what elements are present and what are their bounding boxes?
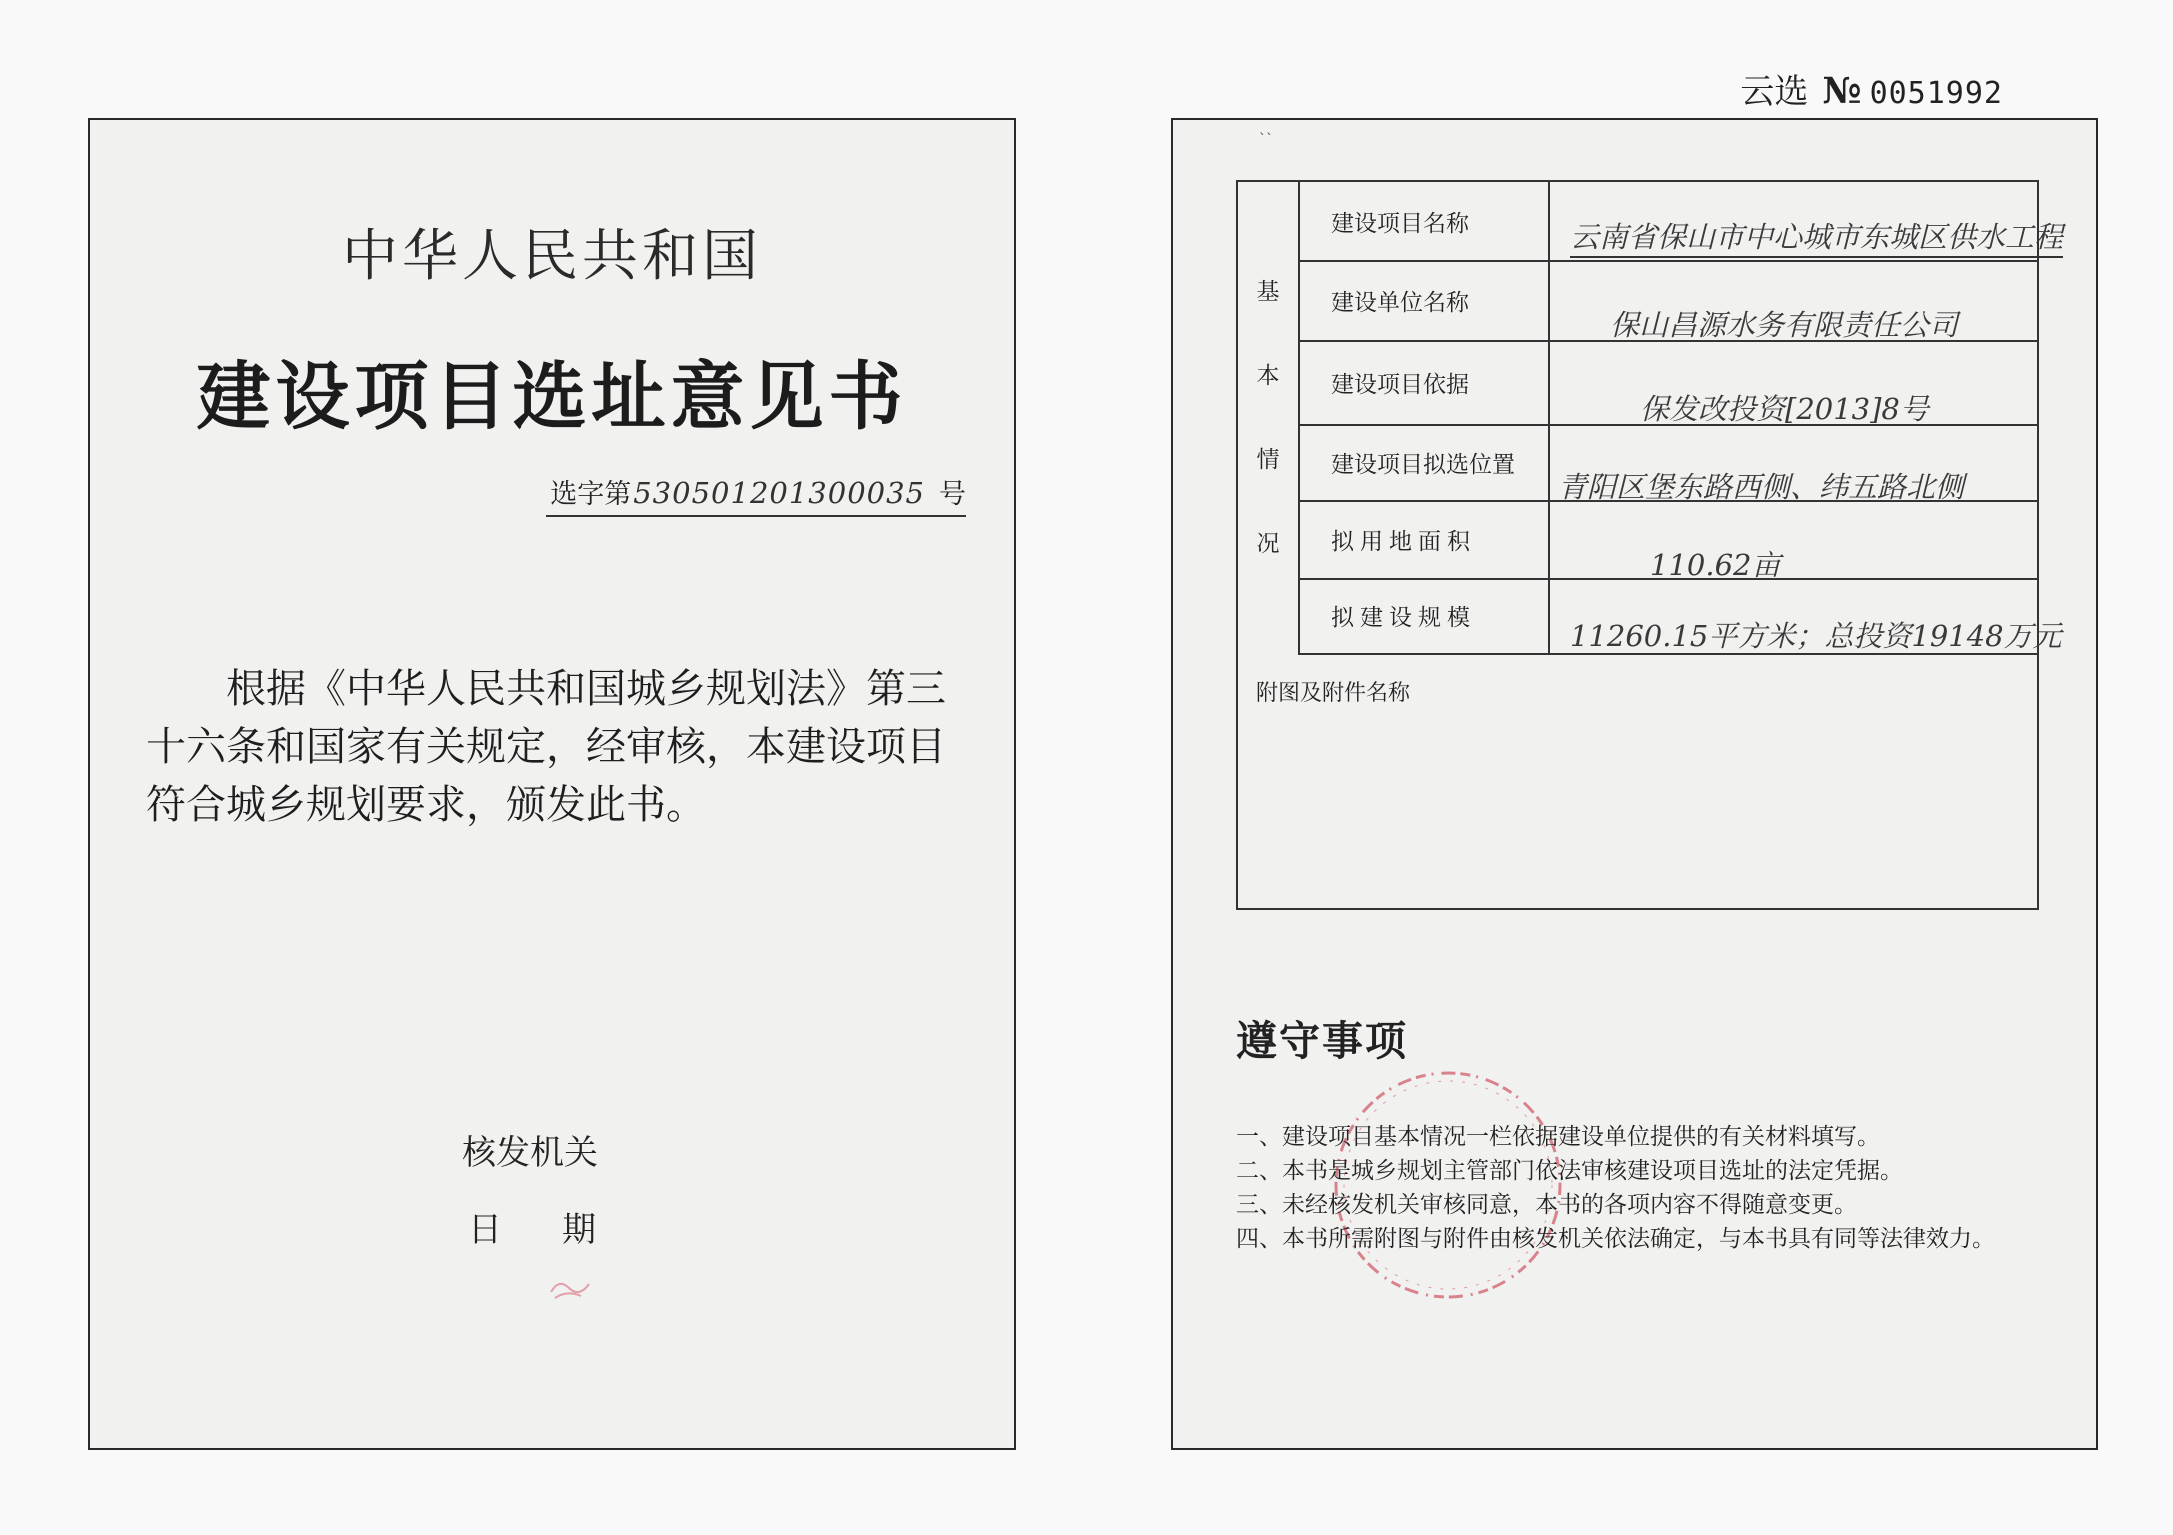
vertical-char: 基 (1256, 278, 1280, 305)
developer-value-cell (1550, 260, 2037, 340)
list-item: 二、 本书是城乡规划主管部门依法审核建设项目选址的法定凭据。 (1236, 1158, 1903, 1184)
basic-info-table (1236, 180, 2064, 910)
table-row-basis (1298, 340, 2037, 426)
certificate-cover-page (88, 118, 1016, 1450)
faint-seal-mark (545, 1270, 605, 1306)
certification-statement: 根据《中华人民共和国城乡规划法》第三十六条和国家有关规定，经审核，本建设项目符合城乡规划要求，颁发此书。 (146, 666, 946, 828)
document-title: 建设项目选址意见书 (196, 354, 908, 440)
list-item: 四、 本书所需附图与附件由核发机关依法确定，与本书具有同等法律效力。 (1236, 1226, 1995, 1252)
number-sign: № (1822, 70, 1862, 112)
country-title: 中华人民共和国 (342, 224, 762, 289)
project-name-value-cell (1550, 182, 2064, 260)
table-row-scale (1298, 578, 2062, 655)
land-area-value-cell (1550, 500, 2037, 582)
project-info-page (1171, 118, 2098, 1450)
vertical-char: 况 (1256, 530, 1280, 557)
land-area-label: 拟用地面积 (1298, 500, 1550, 578)
issuing-authority-label: 核发机关 (462, 1133, 598, 1173)
project-basis-label: 建设项目依据 (1298, 340, 1550, 424)
serial-number: 530501201300035 (633, 476, 925, 510)
construction-scale-label: 拟建设规模 (1298, 578, 1550, 653)
project-basis-value-cell (1550, 340, 2037, 424)
rules-title: 遵守事项 (1236, 1017, 1408, 1065)
project-name-value: 云南省保山市中心城市东城区供水工程 (1570, 215, 2063, 258)
developer-value: 保山昌源水务有限责任公司 (1610, 308, 1959, 342)
form-number (1740, 64, 2003, 113)
attachments-label: 附图及附件名称 (1256, 681, 1411, 706)
land-area-value: 110.62亩 (1650, 548, 1781, 582)
developer-label: 建设单位名称 (1298, 260, 1550, 340)
proposed-location-value-cell (1550, 424, 2037, 504)
table-row-location (1298, 424, 2037, 502)
project-name-label: 建设项目名称 (1298, 182, 1550, 260)
vertical-char: 本 (1256, 362, 1280, 389)
serial-suffix: 号 (939, 479, 966, 510)
table-row-land-area (1298, 500, 2037, 580)
table-row-project-name (1298, 182, 2064, 262)
date-label: 日期 (468, 1210, 656, 1250)
serial-prefix: 选字第 (550, 479, 632, 510)
list-item: 三、 未经核发机关审核同意，本书的各项内容不得随意变更。 (1236, 1192, 1857, 1218)
project-basis-value: 保发改投资[2013]8号 (1640, 392, 1929, 426)
serial-number-line (546, 472, 966, 517)
form-number-prefix: 云选 (1740, 72, 1809, 112)
proposed-location-label: 建设项目拟选位置 (1298, 424, 1550, 500)
basic-info-vertical-header (1238, 182, 1300, 653)
form-number-value: 0051992 (1869, 76, 2003, 111)
construction-scale-value-cell (1550, 578, 2062, 653)
proposed-location-value: 青阳区堡东路西侧、纬五路北侧 (1558, 470, 1965, 504)
table-row-developer (1298, 260, 2037, 342)
construction-scale-value: 11260.15平方米；总投资19148万元 (1570, 619, 2062, 653)
scan-speck: `` (1259, 132, 1273, 148)
vertical-char: 情 (1256, 446, 1280, 473)
list-item: 一、 建设项目基本情况一栏依据建设单位提供的有关材料填写。 (1236, 1124, 1880, 1150)
rules-list (1236, 1120, 2056, 1256)
